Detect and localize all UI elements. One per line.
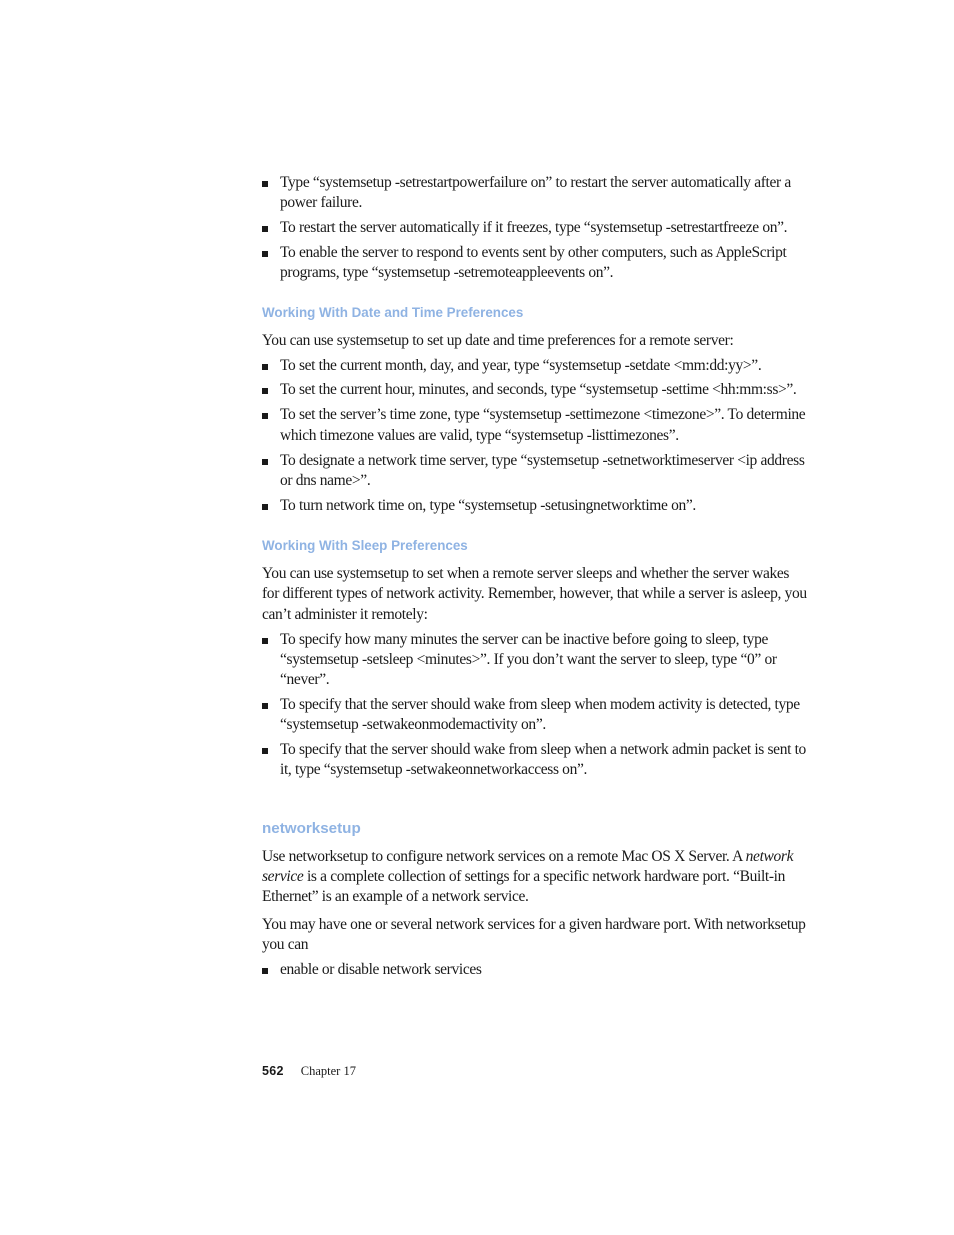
bullet-icon [262, 413, 268, 419]
page-number: 562 [262, 1064, 284, 1078]
list-item: To designate a network time server, type “systemsetup -setnetworktimeserver <ip address or dns name>”. [262, 451, 807, 492]
list-item: enable or disable network services [262, 960, 807, 980]
bullet-icon [262, 748, 268, 754]
list-item: To enable the server to respond to events sent by other computers, such as AppleScript programs, type “systemsetup -setremoteappleevents on”. [262, 243, 807, 284]
list-item: To turn network time on, type “systemsetup -setusingnetworktime on”. [262, 496, 807, 516]
list-item: To specify how many minutes the server can be inactive before going to sleep, type “systemsetup -setsleep <minutes>”. If you don’t want the server to sleep, type “0” or “never”. [262, 630, 807, 691]
bullet-icon [262, 504, 268, 510]
sleep-list [262, 630, 807, 781]
page-body [262, 173, 807, 985]
list-item: To set the current month, day, and year, type “systemsetup -setdate <mm:dd:yy>”. [262, 356, 807, 376]
list-item: To specify that the server should wake from sleep when modem activity is detected, type “systemsetup -setwakeonmodemactivity on”. [262, 695, 807, 736]
list-item: To set the server’s time zone, type “systemsetup -settimezone <timezone>”. To determine which timezone values are valid, type “systemsetup -listtimezones”. [262, 405, 807, 446]
networksetup-list [262, 960, 807, 980]
bullet-icon [262, 703, 268, 709]
date-time-list [262, 356, 807, 516]
networksetup-heading: networksetup [262, 819, 361, 837]
bullet-icon [262, 388, 268, 394]
bullet-icon [262, 459, 268, 465]
networksetup-para2: You may have one or several network services for a given hardware port. With networksetup you can [262, 915, 806, 953]
list-item: Type “systemsetup -setrestartpowerfailure on” to restart the server automatically after a power failure. [262, 173, 807, 214]
bullet-icon [262, 638, 268, 644]
sleep-heading: Working With Sleep Preferences [262, 538, 468, 554]
list-item: To set the current hour, minutes, and seconds, type “systemsetup -settime <hh:mm:ss>”. [262, 380, 807, 400]
date-time-heading: Working With Date and Time Preferences [262, 304, 524, 320]
bullet-icon [262, 251, 268, 257]
date-time-intro: You can use systemsetup to set up date and time preferences for a remote server: [262, 331, 734, 349]
sleep-intro: You can use systemsetup to set when a remote server sleeps and whether the server wakes for different types of network activity. Remember, however, that while a server is asleep, you can’t administer it remotely: [262, 565, 807, 623]
page-footer [262, 1063, 356, 1079]
bullet-icon [262, 364, 268, 370]
restart-options-list [262, 173, 807, 284]
chapter-label: Chapter 17 [300, 1064, 356, 1078]
list-item: To restart the server automatically if it freezes, type “systemsetup -setrestartfreeze on”. [262, 218, 807, 238]
bullet-icon [262, 226, 268, 232]
bullet-icon [262, 968, 268, 974]
list-item: To specify that the server should wake from sleep when a network admin packet is sent to it, type “systemsetup -setwakeonnetworkaccess on”. [262, 740, 807, 781]
networksetup-intro: Use networksetup to configure network services on a remote Mac OS X Server. A network service is a complete collection of settings for a specific network hardware port. “Built-in Ethernet” is an example of a network service. [262, 847, 794, 906]
bullet-icon [262, 181, 268, 187]
